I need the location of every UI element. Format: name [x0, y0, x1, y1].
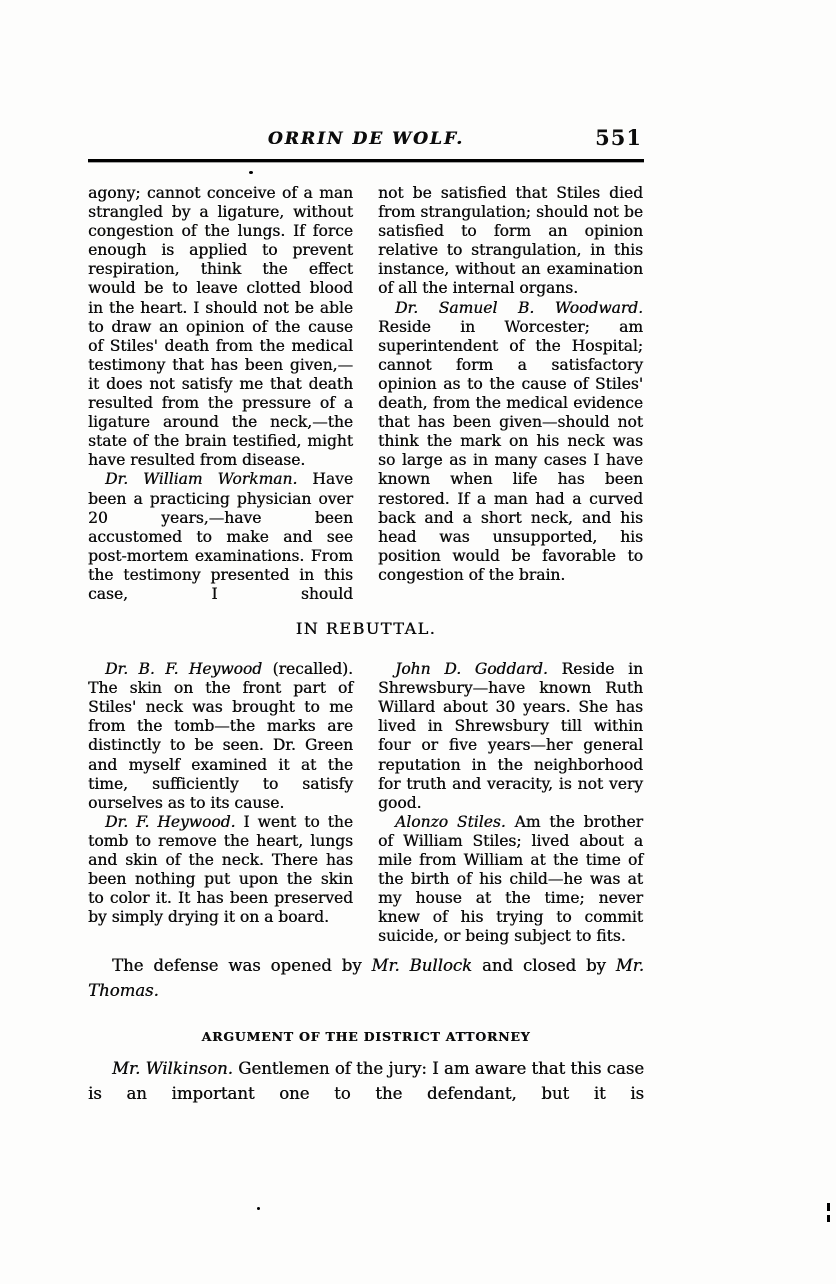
rebuttal-paragraph-bf-heywood — [88, 660, 353, 813]
paragraph-text: Have been a practicing physician over 20 years,—have been accustomed to make and see post-mortem examinations. From the testimony presented in this case, I should — [88, 470, 353, 603]
paragraph-text: I went to the tomb to remove the heart, lungs and skin of the neck. There has been nothing put upon the skin to color it. It has been preserved by simply drying it on a board. — [88, 812, 353, 927]
witness-name: John D. Goddard. — [395, 660, 548, 679]
defense-note-paragraph — [88, 953, 644, 1003]
witness-name: Dr. F. Heywood. — [105, 812, 236, 831]
paragraph-text: Am the brother of William Stiles; lived about a mile from William at the time of the birth of his child—he was at my house at the time; never knew of his trying to commit suicide, or being subject to fits. — [378, 812, 643, 946]
paragraph-text: (recalled). The skin on the front part of Stiles' neck was brought to me from the tomb—the marks are distinctly to be seen. Dr. Green and myself examined it at the time, sufficiently to satisfy ourselves as to its cause. — [88, 660, 353, 812]
attorney-name-thomas: Mr. Thomas. — [88, 956, 644, 1001]
testimony-paragraph-woodward — [378, 299, 643, 585]
page-number: 551 — [595, 125, 642, 150]
running-header — [88, 125, 644, 156]
scan-speck — [249, 171, 253, 174]
witness-name: Dr. Samuel B. Woodward. — [395, 298, 643, 317]
running-header-title: ORRIN DE WOLF. — [267, 129, 465, 149]
rebuttal-left-column — [88, 660, 353, 946]
witness-name: Dr. William Workman. — [105, 470, 298, 489]
witness-name: Dr. B. F. Heywood — [105, 660, 263, 679]
rebuttal-paragraph-f-heywood — [88, 813, 353, 928]
paragraph-text: agony; cannot conceive of a man strangled by a ligature, without congestion of the lungs. If force enough is applied to prevent respiration, think the effect would be to leave clotted blood in the heart. I should not be able to draw an opinion of the cause of Stiles' death from the medical testimony that has been given,—it does not satisfy me that death resulted from the pressure of a ligature around the neck,—the state of the brain testified, might have resulted from disease. — [88, 184, 353, 470]
argument-opening-paragraph — [88, 1057, 644, 1106]
paragraph-text: and closed by — [472, 956, 616, 976]
testimony-left-column — [88, 184, 353, 604]
paragraph-text: Reside in Shrewsbury—have known Ruth Willard about 30 years. She has lived in Shrewsbury till within four or five years—her general reputation in the neighborhood for truth and veracity, is not very good. — [378, 660, 643, 812]
paragraph-text: Gentlemen of the jury: I am aware that this case is an important one to the defendant, but it is — [88, 1059, 644, 1103]
rebuttal-right-column — [378, 660, 643, 946]
attorney-name-bullock: Mr. Bullock — [371, 956, 473, 976]
testimony-section — [88, 184, 644, 604]
rebuttal-section — [88, 660, 644, 946]
testimony-right-column — [378, 184, 643, 604]
rebuttal-paragraph-goddard — [378, 660, 643, 813]
paragraph-text: The defense was opened by — [112, 956, 372, 976]
paragraph-text: not be satisfied that Stiles died from strangulation; should not be satisfied to form an opinion relative to strangulation, in this instance, without an examination of all the internal organs. — [378, 184, 643, 298]
witness-name: Alonzo Stiles. — [395, 812, 506, 831]
rebuttal-paragraph-stiles — [378, 813, 643, 947]
scan-edge-mark — [827, 1215, 830, 1222]
text-block — [88, 125, 644, 1106]
scan-speck — [257, 1207, 260, 1210]
header-rule — [88, 159, 644, 162]
testimony-paragraph-continuation — [88, 184, 353, 470]
rebuttal-heading: IN REBUTTAL. — [295, 619, 437, 639]
testimony-paragraph-workman — [88, 470, 353, 604]
argument-heading: ARGUMENT OF THE DISTRICT ATTORNEY — [201, 1029, 531, 1045]
scan-edge-mark — [827, 1203, 830, 1211]
testimony-paragraph-continuation — [378, 184, 643, 299]
paragraph-text: Reside in Worcester; am superintendent of the Hospital; cannot form a satisfactory opinion as to the cause of Stiles' death, from the medical evidence that has been given—should not think the mark on his neck was so large as in many cases I have known when life has been restored. If a man had a curved back and a short neck, and his head was unsupported, his position would be favorable to congestion of the brain. — [378, 317, 643, 584]
speaker-name-wilkinson: Mr. Wilkinson. — [112, 1059, 233, 1079]
